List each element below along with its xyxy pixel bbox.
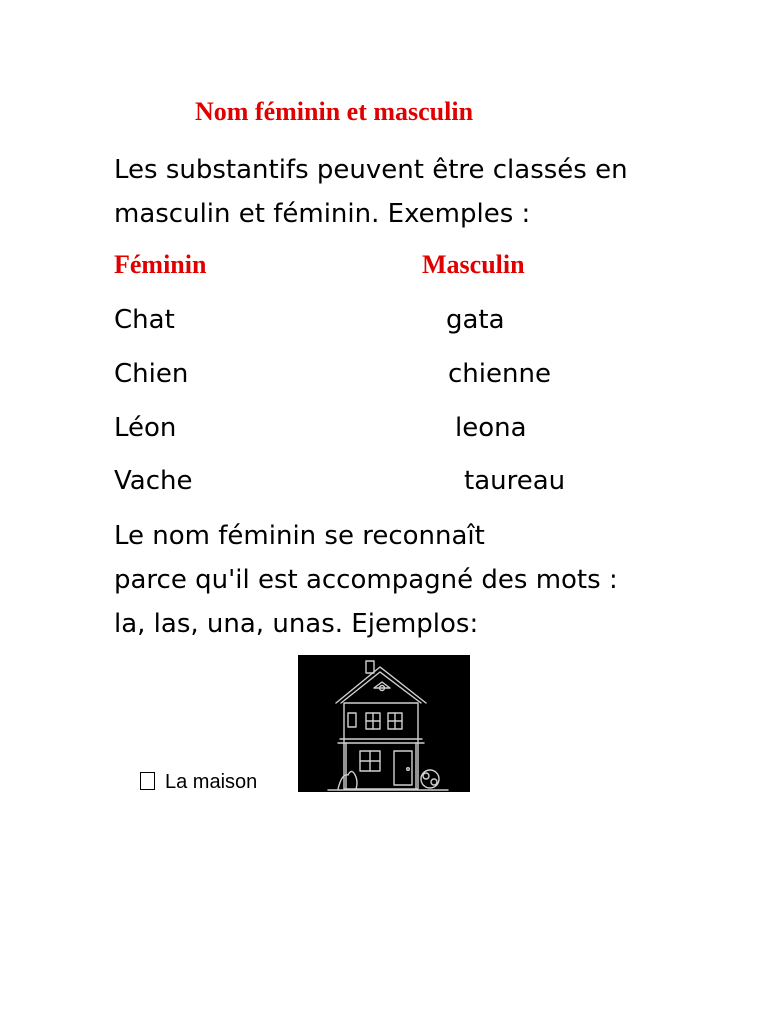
intro-line-2: masculin et féminin. Exemples :: [114, 199, 531, 229]
feminin-word: Chien: [114, 359, 189, 389]
example-caption: [140, 771, 257, 794]
explanation-line-1: Le nom féminin se reconnaît: [114, 521, 485, 551]
house-image: [298, 655, 470, 792]
page-title: Nom féminin et masculin: [195, 97, 474, 126]
column-header-masculin: Masculin: [422, 250, 525, 279]
masculin-word: gata: [446, 305, 505, 335]
intro-paragraph: [114, 148, 628, 236]
masculin-word: chienne: [448, 359, 551, 389]
explanation-line-2: parce qu'il est accompagné des mots :: [114, 565, 618, 595]
bullet-box-icon: [140, 772, 155, 790]
explanation-paragraph: [114, 514, 618, 646]
feminin-word: Chat: [114, 305, 175, 335]
feminin-word: Vache: [114, 466, 193, 496]
explanation-line-3: la, las, una, unas. Ejemplos:: [114, 609, 479, 639]
example-caption-text: La maison: [165, 771, 258, 793]
intro-line-1: Les substantifs peuvent être classés en: [114, 155, 628, 185]
masculin-word: leona: [455, 413, 527, 443]
feminin-word: Léon: [114, 413, 177, 443]
column-header-feminin: Féminin: [114, 250, 207, 279]
masculin-word: taureau: [464, 466, 566, 496]
house-drawing-icon: [298, 655, 470, 792]
